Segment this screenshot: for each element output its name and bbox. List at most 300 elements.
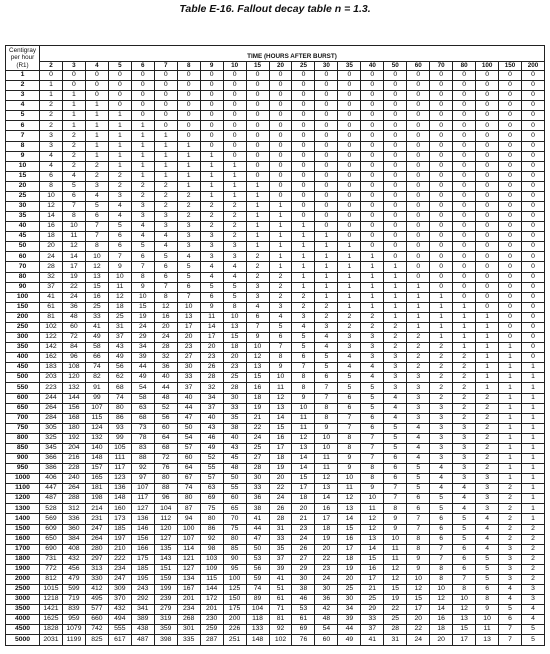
decayed-rate-cell: 1 [246,202,269,212]
decayed-rate-cell: 8 [361,474,384,484]
decayed-rate-cell: 27 [292,554,315,564]
decayed-rate-cell: 37 [177,383,200,393]
decayed-rate-cell: 660 [85,615,108,625]
decayed-rate-cell: 1 [85,141,108,151]
decayed-rate-cell: 127 [177,564,200,574]
decayed-rate-cell: 7 [246,322,269,332]
decayed-rate-cell: 10 [315,433,338,443]
decayed-rate-cell: 264 [62,484,85,494]
decayed-rate-cell: 0 [269,81,292,91]
decayed-rate-cell: 0 [292,181,315,191]
decayed-rate-cell: 0 [522,202,545,212]
decayed-rate-cell: 0 [522,71,545,81]
decayed-rate-cell: 1 [338,302,361,312]
decayed-rate-cell: 22 [407,625,430,635]
dose-rate-cell: 90 [6,282,40,292]
decayed-rate-cell: 2 [292,302,315,312]
decayed-rate-cell: 1 [522,433,545,443]
decayed-rate-cell: 6 [384,453,407,463]
decayed-rate-cell: 23 [315,564,338,574]
decayed-rate-cell: 1 [177,161,200,171]
decayed-rate-cell: 99 [108,433,131,443]
decayed-rate-cell: 2 [246,252,269,262]
decayed-rate-cell: 330 [85,574,108,584]
dose-rate-cell: 4000 [6,615,40,625]
decayed-rate-cell: 34 [200,393,223,403]
decayed-rate-cell: 1 [522,383,545,393]
decayed-rate-cell: 4 [338,363,361,373]
decayed-rate-cell: 0 [453,272,476,282]
decayed-rate-cell: 20 [338,574,361,584]
decayed-rate-cell: 4 [40,151,63,161]
decayed-rate-cell: 0 [361,222,384,232]
decayed-rate-cell: 1 [522,363,545,373]
decayed-rate-cell: 5 [200,282,223,292]
decayed-rate-cell: 6 [154,262,177,272]
decayed-rate-cell: 0 [430,101,453,111]
decayed-rate-cell: 3 [430,433,453,443]
decayed-rate-cell: 4 [200,272,223,282]
decayed-rate-cell: 15 [223,333,246,343]
table-row [6,181,545,191]
decayed-rate-cell: 3 [407,403,430,413]
time-after-burst-header: TIME (HOURS AFTER BURST) [40,46,545,62]
decayed-rate-cell: 1 [246,242,269,252]
decayed-rate-cell: 0 [315,222,338,232]
decayed-rate-cell: 3 [430,453,453,463]
decayed-rate-cell: 0 [522,111,545,121]
decayed-rate-cell: 20 [177,333,200,343]
decayed-rate-cell: 0 [499,141,522,151]
table-row [6,484,545,494]
decayed-rate-cell: 156 [131,534,154,544]
decayed-rate-cell: 4 [430,464,453,474]
decayed-rate-cell: 104 [154,504,177,514]
decayed-rate-cell: 0 [499,191,522,201]
decayed-rate-cell: 0 [384,71,407,81]
decayed-rate-cell: 3 [246,292,269,302]
decayed-rate-cell: 4 [384,413,407,423]
decayed-rate-cell: 0 [522,171,545,181]
decayed-rate-cell: 0 [476,91,499,101]
decayed-rate-cell: 0 [177,71,200,81]
decayed-rate-cell: 148 [108,494,131,504]
decayed-rate-cell: 0 [315,111,338,121]
dose-rate-cell: 8 [6,141,40,151]
decayed-rate-cell: 0 [522,151,545,161]
decayed-rate-cell: 8 [338,433,361,443]
decayed-rate-cell: 87 [177,504,200,514]
decayed-rate-cell: 97 [131,474,154,484]
decayed-rate-cell: 1015 [40,584,63,594]
decayed-rate-cell: 599 [62,584,85,594]
decayed-rate-cell: 0 [246,121,269,131]
decayed-rate-cell: 0 [154,81,177,91]
decayed-rate-cell: 772 [40,564,63,574]
decayed-rate-cell: 37 [269,554,292,564]
fallout-decay-table [5,45,545,646]
decayed-rate-cell: 4 [453,504,476,514]
decayed-rate-cell: 7 [338,423,361,433]
decayed-rate-cell: 3 [338,343,361,353]
decayed-rate-cell: 17 [315,514,338,524]
decayed-rate-cell: 0 [108,91,131,101]
decayed-rate-cell: 0 [407,111,430,121]
decayed-rate-cell: 3 [407,373,430,383]
decayed-rate-cell: 0 [453,81,476,91]
decayed-rate-cell: 60 [154,423,177,433]
decayed-rate-cell: 2031 [40,635,63,646]
decayed-rate-cell: 12 [292,433,315,443]
dose-rate-cell: 600 [6,393,40,403]
decayed-rate-cell: 17 [453,635,476,646]
decayed-rate-cell: 1 [499,474,522,484]
decayed-rate-cell: 5 [154,252,177,262]
decayed-rate-cell: 1 [384,282,407,292]
dose-rate-cell: 1200 [6,494,40,504]
rate-label-line: per hour [10,54,35,62]
decayed-rate-cell: 1421 [40,605,63,615]
decayed-rate-cell: 1 [154,171,177,181]
decayed-rate-cell: 2 [430,373,453,383]
decayed-rate-cell: 18 [223,343,246,353]
decayed-rate-cell: 36 [315,595,338,605]
decayed-rate-cell: 11 [384,544,407,554]
decayed-rate-cell: 84 [62,343,85,353]
decayed-rate-cell: 95 [223,564,246,574]
decayed-rate-cell: 14 [40,212,63,222]
table-row [6,91,545,101]
time-column-header: 5 [108,62,131,71]
decayed-rate-cell: 3 [407,413,430,423]
decayed-rate-cell: 36 [62,302,85,312]
decayed-rate-cell: 24 [407,635,430,646]
decayed-rate-cell: 198 [85,494,108,504]
decayed-rate-cell: 0 [476,71,499,81]
decayed-rate-cell: 0 [430,161,453,171]
decayed-rate-cell: 57 [177,443,200,453]
decayed-rate-cell: 1 [522,494,545,504]
decayed-rate-cell: 10 [338,474,361,484]
decayed-rate-cell: 99 [85,393,108,403]
decayed-rate-cell: 117 [108,464,131,474]
decayed-rate-cell: 0 [430,232,453,242]
decayed-rate-cell: 1 [476,383,499,393]
decayed-rate-cell: 5 [338,373,361,383]
decayed-rate-cell: 144 [62,393,85,403]
decayed-rate-cell: 47 [177,413,200,423]
time-column-header: 7 [154,62,177,71]
decayed-rate-cell: 0 [476,292,499,302]
decayed-rate-cell: 160 [108,504,131,514]
decayed-rate-cell: 0 [154,121,177,131]
decayed-rate-cell: 4 [407,433,430,443]
decayed-rate-cell: 11 [476,625,499,635]
decayed-rate-cell: 73 [131,423,154,433]
decayed-rate-cell: 12 [361,514,384,524]
decayed-rate-cell: 0 [407,262,430,272]
decayed-rate-cell: 123 [108,474,131,484]
decayed-rate-cell: 577 [85,605,108,615]
decayed-rate-cell: 0 [269,91,292,101]
decayed-rate-cell: 287 [200,635,223,646]
dose-rate-cell: 550 [6,383,40,393]
decayed-rate-cell: 28 [384,625,407,635]
decayed-rate-cell: 7 [361,433,384,443]
decayed-rate-cell: 10 [177,302,200,312]
decayed-rate-cell: 24 [292,534,315,544]
decayed-rate-cell: 0 [85,81,108,91]
decayed-rate-cell: 3 [430,413,453,423]
decayed-rate-cell: 0 [522,353,545,363]
decayed-rate-cell: 8 [384,504,407,514]
decayed-rate-cell: 284 [40,413,63,423]
decayed-rate-cell: 9 [361,484,384,494]
decayed-rate-cell: 1 [85,101,108,111]
decayed-rate-cell: 17 [200,333,223,343]
decayed-rate-cell: 297 [85,554,108,564]
decayed-rate-cell: 0 [453,292,476,302]
decayed-rate-cell: 28 [246,464,269,474]
decayed-rate-cell: 288 [62,494,85,504]
decayed-rate-cell: 0 [292,212,315,222]
decayed-rate-cell: 0 [430,81,453,91]
decayed-rate-cell: 6 [108,232,131,242]
decayed-rate-cell: 1 [499,353,522,363]
decayed-rate-cell: 15 [453,625,476,635]
decayed-rate-cell: 192 [62,433,85,443]
decayed-rate-cell: 0 [131,91,154,101]
decayed-rate-cell: 2 [453,413,476,423]
decayed-rate-cell: 5 [177,262,200,272]
decayed-rate-cell: 0 [200,141,223,151]
decayed-rate-cell: 9 [384,514,407,524]
decayed-rate-cell: 54 [315,625,338,635]
decayed-rate-cell: 0 [499,333,522,343]
decayed-rate-cell: 2 [269,272,292,282]
decayed-rate-cell: 26 [269,504,292,514]
decayed-rate-cell: 2 [154,181,177,191]
decayed-rate-cell: 0 [154,91,177,101]
decayed-rate-cell: 5 [223,282,246,292]
decayed-rate-cell: 121 [177,554,200,564]
decayed-rate-cell: 244 [40,393,63,403]
decayed-rate-cell: 2 [177,212,200,222]
decayed-rate-cell: 3 [453,464,476,474]
decayed-rate-cell: 1 [361,262,384,272]
decayed-rate-cell: 1 [292,242,315,252]
decayed-rate-cell: 11 [338,484,361,494]
decayed-rate-cell: 2 [85,161,108,171]
decayed-rate-cell: 0 [407,181,430,191]
decayed-rate-cell: 16 [315,504,338,514]
decayed-rate-cell: 132 [85,433,108,443]
decayed-rate-cell: 1625 [40,615,63,625]
decayed-rate-cell: 58 [131,393,154,403]
decayed-rate-cell: 203 [40,373,63,383]
decayed-rate-cell: 0 [384,242,407,252]
decayed-rate-cell: 1 [522,373,545,383]
decayed-rate-cell: 20 [315,544,338,554]
decayed-rate-cell: 0 [453,131,476,141]
decayed-rate-cell: 28 [200,373,223,383]
decayed-rate-cell: 65 [223,504,246,514]
decayed-rate-cell: 10 [384,534,407,544]
dose-rate-cell: 800 [6,433,40,443]
decayed-rate-cell: 18 [269,453,292,463]
decayed-rate-cell: 494 [108,615,131,625]
decayed-rate-cell: 214 [85,504,108,514]
decayed-rate-cell: 4 [269,312,292,322]
decayed-rate-cell: 159 [154,574,177,584]
decayed-rate-cell: 1 [361,272,384,282]
decayed-rate-cell: 40 [177,393,200,403]
decayed-rate-cell: 157 [85,464,108,474]
decayed-rate-cell: 0 [499,161,522,171]
dose-rate-cell: 5000 [6,635,40,646]
decayed-rate-cell: 0 [131,71,154,81]
decayed-rate-cell: 98 [200,544,223,554]
decayed-rate-cell: 1 [499,413,522,423]
decayed-rate-cell: 0 [177,81,200,91]
decayed-rate-cell: 0 [407,71,430,81]
decayed-rate-cell: 0 [453,171,476,181]
decayed-rate-cell: 28 [40,262,63,272]
dose-rate-cell: 6 [6,121,40,131]
decayed-rate-cell: 336 [62,514,85,524]
decayed-rate-cell: 0 [476,272,499,282]
decayed-rate-cell: 20 [292,504,315,514]
decayed-rate-cell: 5 [453,514,476,524]
decayed-rate-cell: 0 [499,292,522,302]
decayed-rate-cell: 0 [246,131,269,141]
decayed-rate-cell: 0 [430,141,453,151]
decayed-rate-cell: 28 [154,343,177,353]
decayed-rate-cell: 25 [361,595,384,605]
decayed-rate-cell: 8 [407,544,430,554]
decayed-rate-cell: 81 [40,312,63,322]
dose-rate-cell: 400 [6,353,40,363]
decayed-rate-cell: 0 [177,131,200,141]
decayed-rate-cell: 2 [407,333,430,343]
decayed-rate-cell: 8 [361,464,384,474]
decayed-rate-cell: 359 [154,625,177,635]
decayed-rate-cell: 0 [292,202,315,212]
decayed-rate-cell: 6 [407,504,430,514]
decayed-rate-cell: 0 [407,161,430,171]
decayed-rate-cell: 5 [384,433,407,443]
decayed-rate-cell: 14 [361,544,384,554]
decayed-rate-cell: 1 [85,121,108,131]
decayed-rate-cell: 313 [85,564,108,574]
decayed-rate-cell: 1 [292,272,315,282]
decayed-rate-cell: 1 [499,403,522,413]
decayed-rate-cell: 8 [269,353,292,363]
decayed-rate-cell: 0 [338,161,361,171]
decayed-rate-cell: 89 [246,595,269,605]
decayed-rate-cell: 341 [131,605,154,615]
decayed-rate-cell: 0 [430,71,453,81]
decayed-rate-cell: 4 [223,272,246,282]
decayed-rate-cell: 5 [85,202,108,212]
decayed-rate-cell: 2 [522,544,545,554]
decayed-rate-cell: 16 [154,312,177,322]
dose-rate-cell: 950 [6,464,40,474]
decayed-rate-cell: 10 [62,222,85,232]
dose-rate-cell: 2500 [6,584,40,594]
decayed-rate-cell: 48 [154,393,177,403]
decayed-rate-cell: 1 [131,151,154,161]
time-column-header: 100 [476,62,499,71]
dose-rate-cell: 3000 [6,595,40,605]
decayed-rate-cell: 17 [338,544,361,554]
decayed-rate-cell: 12 [384,574,407,584]
decayed-rate-cell: 2 [499,534,522,544]
decayed-rate-cell: 1 [361,282,384,292]
decayed-rate-cell: 38 [223,423,246,433]
dose-rate-cell: 1800 [6,554,40,564]
decayed-rate-cell: 28 [223,383,246,393]
decayed-rate-cell: 30 [223,393,246,403]
decayed-rate-cell: 0 [40,71,63,81]
decayed-rate-cell: 42 [315,605,338,615]
decayed-rate-cell: 67 [177,474,200,484]
decayed-rate-cell: 4 [292,322,315,332]
decayed-rate-cell: 112 [154,514,177,524]
decayed-rate-cell: 0 [131,81,154,91]
decayed-rate-cell: 4 [407,453,430,463]
decayed-rate-cell: 0 [499,121,522,131]
decayed-rate-cell: 58 [85,343,108,353]
table-row [6,141,545,151]
time-column-header: 3 [62,62,85,71]
decayed-rate-cell: 8 [223,302,246,312]
decayed-rate-cell: 239 [154,595,177,605]
decayed-rate-cell: 6 [154,272,177,282]
decayed-rate-cell: 447 [40,484,63,494]
decayed-rate-cell: 167 [177,584,200,594]
decayed-rate-cell: 1 [522,413,545,423]
decayed-rate-cell: 8 [430,574,453,584]
decayed-rate-cell: 41 [85,322,108,332]
table-row [6,413,545,423]
decayed-rate-cell: 0 [338,212,361,222]
decayed-rate-cell: 1 [85,151,108,161]
decayed-rate-cell: 210 [108,544,131,554]
decayed-rate-cell: 7 [131,262,154,272]
decayed-rate-cell: 13 [223,322,246,332]
table-row [6,544,545,554]
decayed-rate-cell: 247 [108,574,131,584]
decayed-rate-cell: 61 [292,615,315,625]
decayed-rate-cell: 9 [315,423,338,433]
decayed-rate-cell: 2 [522,564,545,574]
decayed-rate-cell: 7 [407,514,430,524]
decayed-rate-cell: 6 [108,242,131,252]
decayed-rate-cell: 1 [338,252,361,262]
decayed-rate-cell: 146 [131,524,154,534]
decayed-rate-cell: 2 [476,423,499,433]
decayed-rate-cell: 0 [453,222,476,232]
decayed-rate-cell: 7 [315,393,338,403]
decayed-rate-cell: 0 [154,71,177,81]
decayed-rate-cell: 0 [499,131,522,141]
dose-rate-cell: 450 [6,363,40,373]
decayed-rate-cell: 6 [453,544,476,554]
dose-rate-cell: 1600 [6,534,40,544]
decayed-rate-cell: 3 [40,131,63,141]
decayed-rate-cell: 3 [200,252,223,262]
